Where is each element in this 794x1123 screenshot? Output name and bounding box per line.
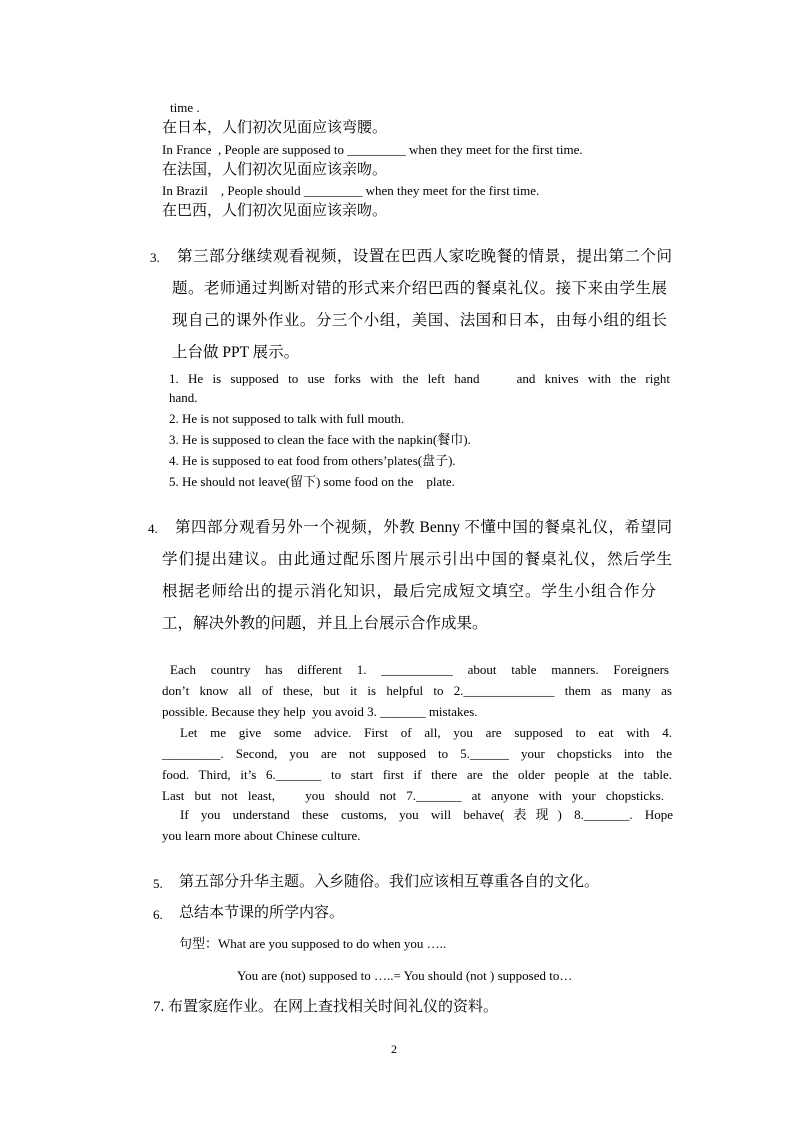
paragraph-line: 7. 布置家庭作业。在网上查找相关时间礼仪的资料。 [153, 999, 499, 1015]
cloze-line: don’t know all of these, but it is helpful to 2.______________ them as many as [162, 683, 672, 698]
paragraph-line: 上台做 PPT 展示。 [172, 344, 300, 361]
paragraph-line: 第四部分观看另外一个视频，外教 Benny 不懂中国的餐桌礼仪，希望同 [175, 519, 672, 536]
cloze-line: possible. Because they help you avoid 3. _______ mistakes. [162, 704, 478, 719]
cloze-line: food. Third, it’s 6._______ to start first if there are the older people at the table. [162, 767, 672, 782]
sentence-pattern: You are (not) supposed to …..= You should (not ) supposed to… [237, 968, 573, 983]
sentence-pattern: 句型：What are you supposed to do when you ….. [179, 936, 447, 951]
cloze-line: Let me give some advice. First of all, you are supposed to eat with 4. [180, 725, 672, 740]
cloze-line: Last but not least, you should not 7._______ at anyone with your chopsticks. [162, 788, 664, 803]
text-line: 在日本，人们初次见面应该弯腰。 [162, 120, 388, 136]
paragraph-line: 第三部分继续观看视频，设置在巴西人家吃晚餐的情景，提出第二个问 [177, 248, 672, 265]
text-line: time . [170, 100, 200, 115]
paragraph-line: 根据老师给出的提示消化知识，最后完成短文填空。学生小组合作分 [162, 583, 656, 600]
list-number: 4. [148, 521, 158, 536]
text-line: In Brazil , People should _________ when they meet for the first time. [162, 183, 540, 198]
list-item: 2. He is not supposed to talk with full mouth. [169, 411, 405, 426]
text-line: 在法国，人们初次见面应该亲吻。 [162, 162, 388, 178]
text-line: In France , People are supposed to _________ when they meet for the first time. [162, 142, 583, 157]
list-number: 5. [153, 876, 163, 891]
paragraph-line: 学们提出建议。由此通过配乐图片展示引出中国的餐桌礼仪，然后学生 [162, 551, 672, 568]
text-line: 在巴西，人们初次见面应该亲吻。 [162, 203, 388, 219]
list-item: 1. He is supposed to use forks with the left hand and knives with the right [169, 371, 670, 386]
list-item: 3. He is supposed to clean the face with the napkin(餐巾). [169, 432, 471, 447]
cloze-line: Each country has different 1. ___________ about table manners. Foreigners [170, 662, 669, 677]
paragraph-line: 现自己的课外作业。分三个小组，美国、法国和日本，由每小组的组长 [172, 312, 667, 329]
cloze-line: If you understand these customs, you will behave(表现) 8._______. Hope [180, 807, 673, 822]
cloze-line: _________. Second, you are not supposed to 5.______ your chopsticks into the [162, 746, 672, 761]
list-item: 4. He is supposed to eat food from others’plates(盘子). [169, 453, 456, 468]
cloze-line: you learn more about Chinese culture. [162, 828, 361, 843]
paragraph-line: 第五部分升华主题。入乡随俗。我们应该相互尊重各自的文化。 [179, 874, 600, 890]
page-number: 2 [391, 1042, 397, 1056]
paragraph-line: 工，解决外教的问题，并且上台展示合作成果。 [162, 615, 488, 632]
paragraph-line: 题。老师通过判断对错的形式来介绍巴西的餐桌礼仪。接下来由学生展 [172, 280, 667, 297]
paragraph-line: 总结本节课的所学内容。 [179, 905, 345, 921]
list-item: hand. [169, 390, 198, 405]
list-number: 6. [153, 907, 163, 922]
list-item: 5. He should not leave(留下) some food on the plate. [169, 474, 455, 489]
list-number: 3. [150, 250, 160, 265]
